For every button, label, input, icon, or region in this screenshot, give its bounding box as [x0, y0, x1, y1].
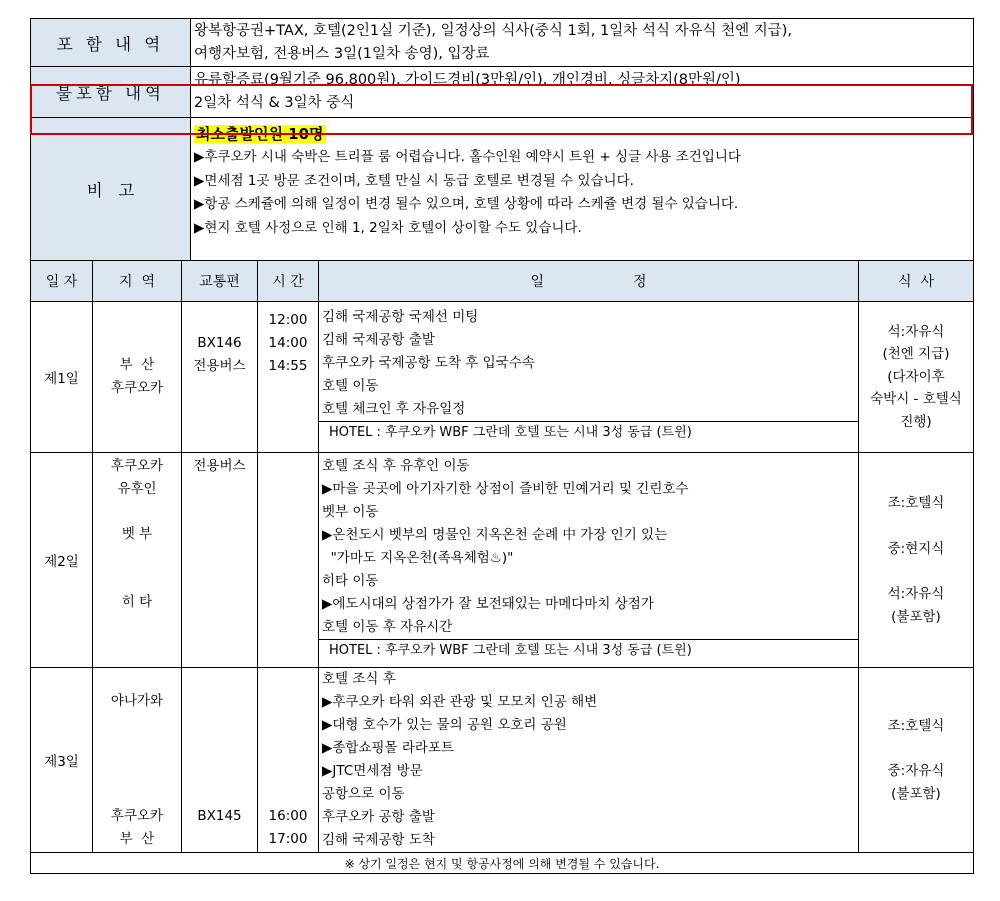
- schedule-item: 김해 국제공항 국제선 미팅: [322, 309, 479, 325]
- info-section: [30, 18, 973, 261]
- min-departure-highlight: 최소출발인원 10명: [196, 125, 324, 143]
- day2-row: [31, 453, 974, 668]
- schedule-item: "가마도 지옥온천(족욕체험♨)": [322, 550, 514, 566]
- header-transport: 교통편: [182, 261, 258, 302]
- exclude-line: 2일차 석식 & 3일차 중식: [194, 95, 355, 111]
- schedule-item: 호텔 이동: [322, 378, 379, 394]
- exclude-line: 유류할증료(9월기준 96,800원), 가이드경비(3만원/인), 개인경비, 싱글차지(8만원/인): [194, 72, 741, 88]
- note-line: ▶면세점 1곳 방문 조건이며, 호텔 만실 시 동급 호텔로 변경될 수 있습니다.: [194, 172, 634, 189]
- day3-row: [31, 668, 974, 853]
- schedule-item: 김해 국제공항 도착: [322, 832, 435, 848]
- header-meal: 식 사: [859, 261, 974, 302]
- day2-schedule: [319, 453, 859, 668]
- include-label: 포 함 내 역: [31, 19, 191, 67]
- exclude-content: [191, 67, 974, 118]
- schedule-item: 김해 국제공항 출발: [322, 332, 435, 348]
- schedule-item: ▶후쿠오카 타워 외관 관광 및 모모치 인공 해변: [322, 694, 598, 710]
- day2-region: 후쿠오카 유후인 벳 부 히 타: [93, 453, 182, 668]
- day1-hotel: HOTEL : 후쿠오카 WBF 그란데 호텔 또는 시내 3성 동급 (트윈): [319, 421, 858, 443]
- day3-label: 제3일: [31, 668, 93, 853]
- schedule-item: ▶온천도시 벳부의 명물인 지옥온천 순례 中 가장 인기 있는: [322, 527, 668, 543]
- schedule-item: 후쿠오카 국제공항 도착 후 입국수속: [322, 355, 535, 371]
- schedule-item: 호텔 체크인 후 자유일정: [322, 401, 466, 417]
- day1-meal: 석:자유식 (천엔 지급) (다자이후 숙박시 - 호텔식 진행): [859, 302, 974, 453]
- itinerary-table: [30, 260, 974, 874]
- day2-hotel: HOTEL : 후쿠오카 WBF 그란데 호텔 또는 시내 3성 동급 (트윈): [319, 639, 858, 661]
- day1-times: 12:00 14:00 14:55: [258, 302, 319, 453]
- schedule-item: ▶마을 곳곳에 아기자기한 상점이 즐비한 민예거리 및 긴린호수: [322, 481, 689, 497]
- schedule-item: 호텔 조식 후: [322, 671, 396, 687]
- footer-row: [31, 853, 974, 874]
- day3-schedule: [319, 668, 859, 853]
- header-day: 일 자: [31, 261, 93, 302]
- schedule-item: 호텔 이동 후 자유시간: [322, 619, 453, 635]
- include-line: 여행자보험, 전용버스 3일(1일차 송영), 입장료: [194, 46, 490, 62]
- day2-times: [258, 453, 319, 668]
- day2-meal: 조:호텔식 중:현지식 석:자유식 (불포함): [859, 453, 974, 668]
- note-content: [191, 118, 974, 261]
- note-label: 비 고: [31, 118, 191, 261]
- include-content: [191, 19, 974, 67]
- itinerary-header-row: [31, 261, 974, 302]
- header-schedule: 일 정: [319, 261, 859, 302]
- day1-transport: BX146 전용버스: [182, 302, 258, 453]
- day2-label: 제2일: [31, 453, 93, 668]
- schedule-item: ▶대형 호수가 있는 물의 공원 오호리 공원: [322, 717, 567, 733]
- day3-times: 16:00 17:00: [258, 668, 319, 853]
- day3-transport: BX145: [182, 668, 258, 853]
- header-region: 지 역: [93, 261, 182, 302]
- schedule-item: 벳부 이동: [322, 504, 379, 520]
- day1-label: 제1일: [31, 302, 93, 453]
- day3-meal: 조:호텔식 중:자유식 (불포함): [859, 668, 974, 853]
- day1-row: [31, 302, 974, 453]
- schedule-item: ▶종합쇼핑몰 라라포트: [322, 740, 455, 756]
- day3-region: 야나가와 후쿠오카 부 산: [93, 668, 182, 853]
- day2-transport: 전용버스: [182, 453, 258, 668]
- note-line: ▶후쿠오카 시내 숙박은 트리플 룸 어렵습니다. 홀수인원 예약시 트윈 + 싱글 사용 조건입니다: [194, 149, 741, 165]
- schedule-item: ▶JTC면세점 방문: [322, 763, 423, 779]
- day1-schedule: [319, 302, 859, 453]
- schedule-item: ▶에도시대의 상점가가 잘 보전돼있는 마메다마치 상점가: [322, 596, 654, 612]
- schedule-item: 호텔 조식 후 유후인 이동: [322, 458, 470, 474]
- schedule-item: 후쿠오카 공항 출발: [322, 809, 435, 825]
- schedule-item: 공항으로 이동: [322, 786, 405, 802]
- itinerary-sheet: [30, 18, 973, 874]
- note-line: ▶현지 호텔 사정으로 인해 1, 2일차 호텔이 상이할 수도 있습니다.: [194, 219, 582, 236]
- note-line: ▶항공 스케쥴에 의해 일정이 변경 될수 있으며, 호텔 상황에 따라 스케쥴 변경 될수 있습니다.: [194, 196, 739, 212]
- exclude-label: 불포함 내역: [31, 67, 191, 118]
- day1-region: 부 산 후쿠오카: [93, 302, 182, 453]
- schedule-item: 히타 이동: [322, 573, 379, 589]
- header-time: 시 간: [258, 261, 319, 302]
- info-table: [30, 18, 974, 261]
- include-line: 왕복항공권+TAX, 호텔(2인1실 기준), 일정상의 식사(중식 1회, 1일차 석식 자유식 천엔 지급),: [194, 23, 793, 39]
- footer-note: ※ 상기 일정은 현지 및 항공사정에 의해 변경될 수 있습니다.: [31, 853, 974, 874]
